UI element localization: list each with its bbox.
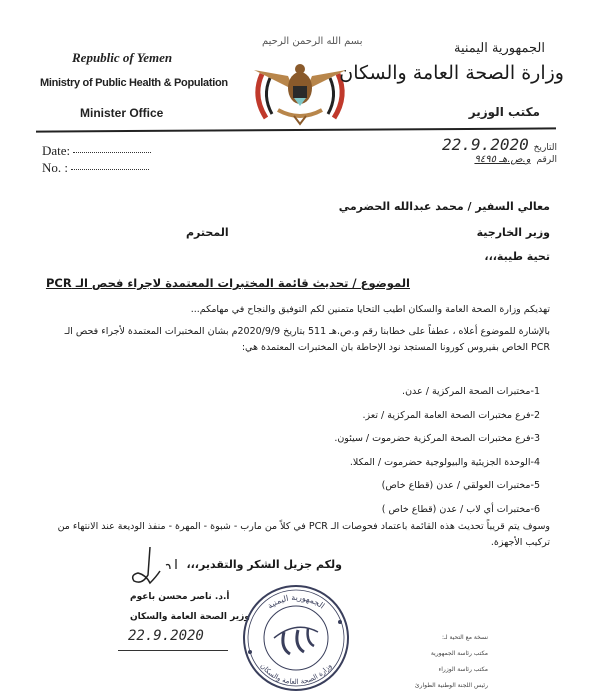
signer-name: أ.د. ناصر محسن باعوم [130, 592, 230, 602]
reference-paragraph: بالإشارة للموضوع أعلاه ، عطفاً على خطابنا رقم و.ص.هـ 511 بتاريخ 2020/9/9م بشان المختبرات المعتمدة لأجراء فحص الـ PCR الخاص بفيروس كورونا المستجد نود الإحاطة بان المختبرات المعتمدة هي: [64, 326, 550, 353]
approved-labs-list [334, 380, 540, 521]
greeting: تحية طيبة،،، [484, 250, 550, 263]
addressee-name: معالي السفير / محمد عبدالله الحضرمي [338, 200, 550, 213]
handwritten-date: 22.9.2020 [128, 628, 204, 644]
english-office-name: Minister Office [80, 106, 164, 120]
stamp-text-top: الجمهورية اليمنية [265, 592, 327, 611]
cc-item: رئيس اللجنة الوطنية الطوارئ [414, 682, 488, 689]
closing-paragraph: وسوف يتم قريباً تحديث هذه القائمة باعتماد فحوصات الـ PCR في كلاً من مارب - شبوة - المهرة - منفذ الوديعة عند الانتهاء من تركيب الأجهزة. [57, 521, 550, 548]
arabic-date-value: 22.9.2020 [442, 135, 529, 154]
lab-item: 4-الوحدة الجزيئية والبيولوجية حضرموت / المكلا. [349, 456, 540, 468]
signature-underline [118, 650, 228, 651]
coat-of-arms-icon [248, 56, 352, 126]
english-date-field [42, 143, 151, 159]
intro-paragraph: تهديكم وزارة الصحة العامة والسكان اطيب التحايا متمنين لكم التوفيق والنجاح في مهامكم... [190, 304, 550, 315]
english-ministry-name: Ministry of Public Health & Population [40, 77, 228, 89]
english-country-name: Republic of Yemen [72, 50, 173, 65]
cc-heading: نسخة مع التحية لـ: [441, 634, 488, 641]
official-stamp [236, 582, 356, 692]
arabic-date-label: التاريخ [533, 143, 557, 153]
cc-item: مكتب رئاسة الوزراء [438, 666, 488, 673]
copy-recipients-list [415, 630, 488, 694]
arabic-country-name: الجمهورية اليمنية [453, 41, 545, 56]
lab-item: 6-مختبرات أي لاب / عدن (قطاع خاص ) [381, 503, 540, 515]
stamp-emblem-icon [274, 627, 318, 654]
signer-title: وزير الصحة العامة والسكان [130, 612, 250, 622]
arabic-office-name: مكتب الوزير [468, 105, 540, 119]
header-divider [36, 127, 556, 132]
stamp-text-bottom: وزارة الصحة العامة والسكان [258, 662, 334, 687]
honorific: المحترم [186, 226, 229, 239]
basmala: بسم الله الرحمن الرحيم [262, 36, 363, 47]
date-blank-line [73, 152, 151, 153]
date-label: Date: [42, 143, 71, 158]
thanks-line: ولكم جزيل الشكر والتقدير،،، [186, 558, 342, 571]
arabic-ref-label: الرقم [536, 155, 557, 165]
number-label: No. : [42, 160, 68, 175]
lab-item: 5-مختبرات العولقي / عدن (قطاع خاص) [381, 480, 540, 491]
arabic-ref-value: و.ص.هـ ٩٤٩٥ [474, 154, 531, 165]
english-number-field [42, 160, 149, 176]
arabic-reference-field [474, 154, 557, 165]
lab-item: 2-فرع مختبرات الصحة العامة المركزية / تعز. [362, 409, 540, 421]
arabic-date-field [442, 135, 557, 154]
addressee-title: وزير الخارجية [476, 226, 550, 239]
subject-line: الموضوع / تحديث قائمة المختبرات المعتمدة لاجراء فحص الـ PCR [45, 276, 410, 290]
cc-item: مكتب رئاسة الجمهورية [430, 650, 488, 657]
lab-item: 3-فرع مختبرات الصحة المركزية حضرموت / سيئون. [334, 433, 540, 444]
handwritten-signature [120, 545, 190, 590]
arabic-ministry-name: وزارة الصحة العامة والسكان [339, 62, 564, 84]
lab-item: 1-مختبرات الصحة المركزية / عدن. [402, 386, 540, 397]
number-blank-line [71, 169, 149, 170]
